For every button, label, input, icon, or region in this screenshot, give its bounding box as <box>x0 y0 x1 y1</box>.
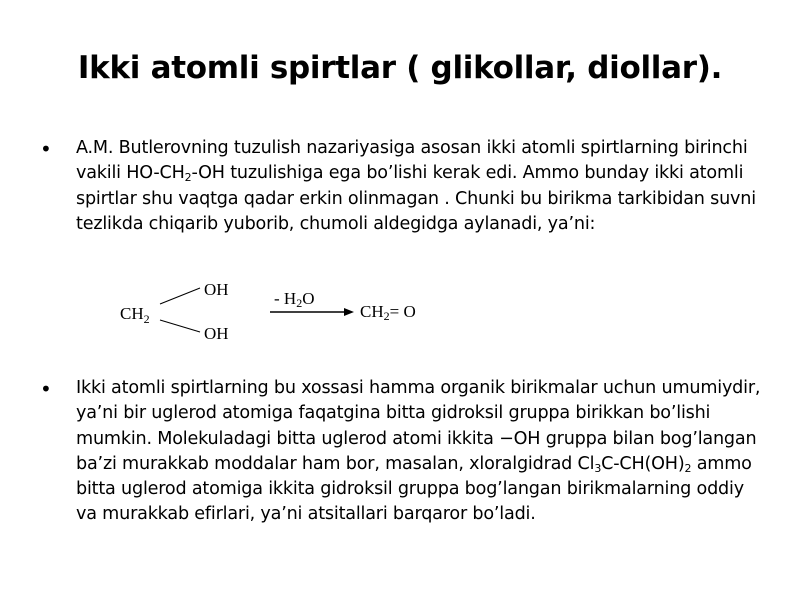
para2-text-c: ammo bitta uglerod atomiga ikkita gidroksil gruppa bog’langan birikmalarning oddiy va murakkab efirlari, ya’ni atsitallari barqaror bo’ladi. <box>76 453 752 525</box>
para1-text-b: -OH tuzulishiga ega bo’lishi kerak edi. Ammo bunday ikki atomli spirtlar shu vaqtga qadar erkin olinmagan . Chunki bu birikma tarkibidan suvni tezlikda chiqarib yuborib, chumoli aldegidga aylanadi, ya’ni: <box>76 163 756 234</box>
para2-subscript-1: 3 <box>594 461 602 475</box>
reactant-formula: $CH_2$ <box>120 304 150 326</box>
para2-text-b: C-CH(OH) <box>601 453 685 474</box>
bond-top <box>160 288 200 304</box>
arrow-label: - H2O <box>274 289 315 310</box>
reaction-arrow-head <box>344 308 354 316</box>
paragraph-1 <box>76 136 766 237</box>
hydroxyl-bottom: OH <box>204 324 229 343</box>
reaction-scheme <box>118 276 463 346</box>
bullet-1: • <box>40 137 52 161</box>
bond-bottom <box>160 320 200 332</box>
bullet-2: • <box>40 377 52 401</box>
para1-subscript: 2 <box>184 171 192 185</box>
hydroxyl-top: OH <box>204 280 229 299</box>
paragraph-2 <box>76 376 766 528</box>
para2-subscript-2: 2 <box>684 461 692 475</box>
para1-text-a: A.M. Butlerovning tuzulish nazariyasiga asosan ikki atomli spirtlarning birinchi vakili HO-CH <box>76 138 748 184</box>
para2-text-a: Ikki atomli spirtlarning bu xossasi hamma organik birikmalar uchun umumiydir, ya’ni bir uglerod atomiga faqatgina bitta gidroksil gruppa birikkan bo’lishi mumkin. Molekuladagi bitta uglerod atomi ikkita −OH gruppa bilan bog’langan ba’zi murakkab moddalar ham bor, masalan, xloralgidrad Cl <box>76 378 761 474</box>
slide-title: Ikki atomli spirtlar ( glikollar, diollar). <box>77 50 723 86</box>
product-formula: CH2= O <box>360 302 416 323</box>
